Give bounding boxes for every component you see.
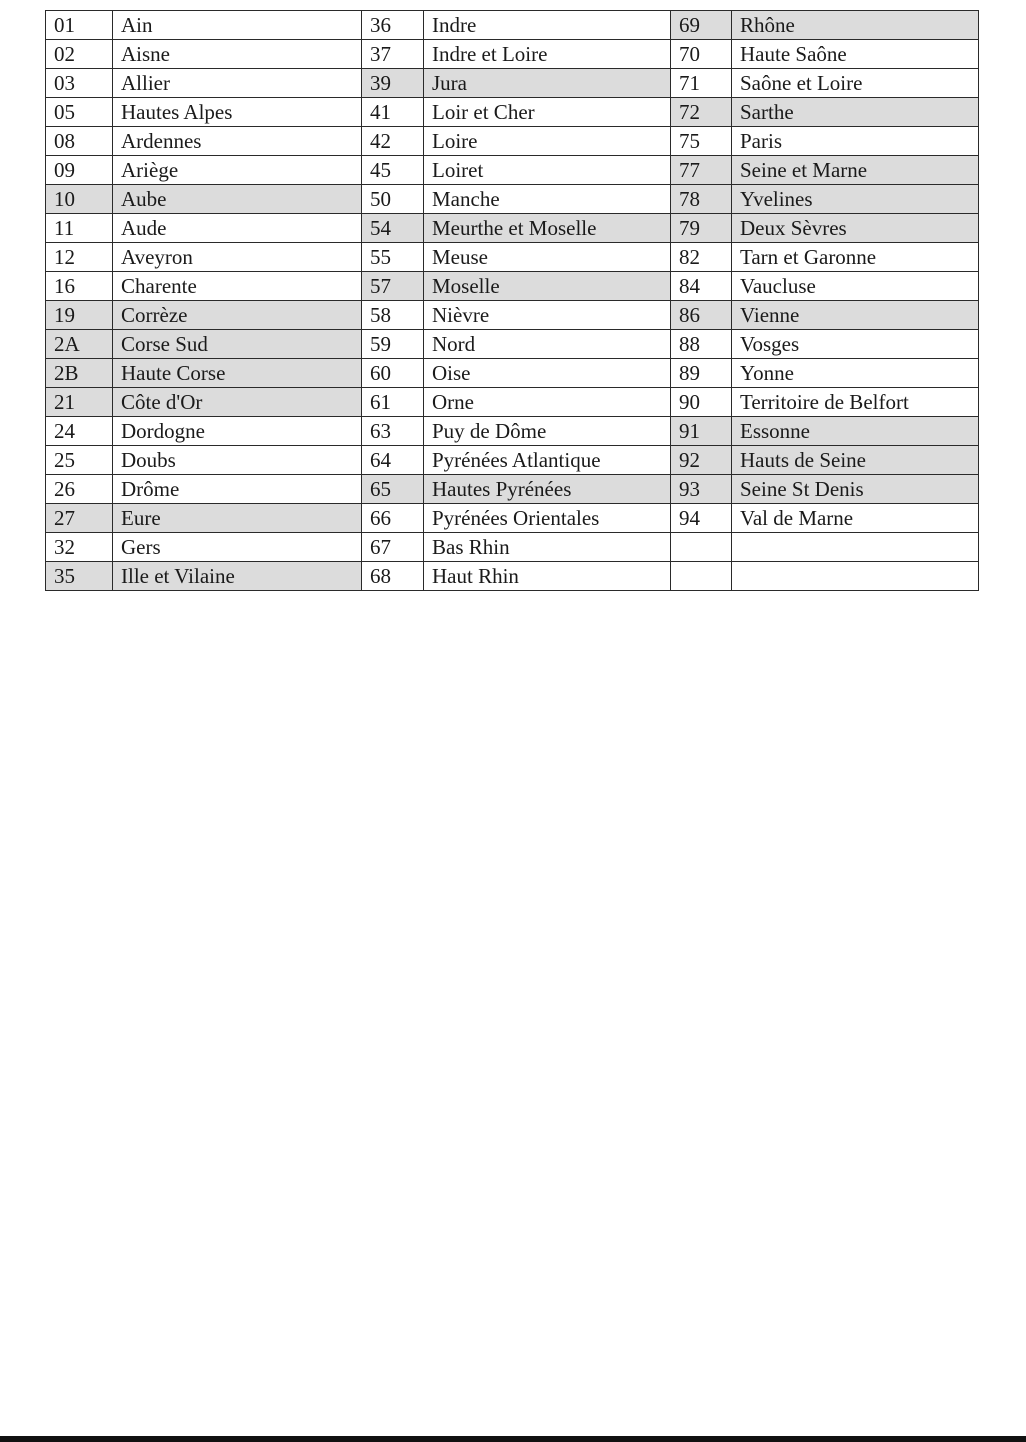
department-name-cell: Drôme [113,475,362,504]
department-name-cell: Vosges [732,330,979,359]
department-table-body [46,11,979,591]
department-name-cell: Pyrénées Atlantique [424,446,671,475]
department-table [45,10,979,591]
department-code-cell [671,562,732,591]
department-name-cell: Orne [424,388,671,417]
table-row [46,330,979,359]
department-code-cell [671,533,732,562]
department-name-cell: Sarthe [732,98,979,127]
department-code-cell: 42 [362,127,424,156]
department-code-cell: 36 [362,11,424,40]
department-code-cell: 68 [362,562,424,591]
department-name-cell: Dordogne [113,417,362,446]
department-code-cell: 65 [362,475,424,504]
department-code-cell: 55 [362,243,424,272]
department-code-cell: 82 [671,243,732,272]
table-row [46,156,979,185]
table-row [46,388,979,417]
department-name-cell: Ariège [113,156,362,185]
department-code-cell: 94 [671,504,732,533]
table-row [46,243,979,272]
department-code-cell: 92 [671,446,732,475]
department-name-cell: Gers [113,533,362,562]
department-name-cell: Charente [113,272,362,301]
department-code-cell: 11 [46,214,113,243]
department-name-cell: Ardennes [113,127,362,156]
department-name-cell: Yonne [732,359,979,388]
department-name-cell: Rhône [732,11,979,40]
department-name-cell: Hautes Pyrénées [424,475,671,504]
table-row [46,11,979,40]
department-code-cell: 89 [671,359,732,388]
department-code-cell: 50 [362,185,424,214]
department-name-cell: Aisne [113,40,362,69]
department-code-cell: 39 [362,69,424,98]
department-name-cell: Hautes Alpes [113,98,362,127]
department-name-cell: Loir et Cher [424,98,671,127]
department-code-cell: 63 [362,417,424,446]
department-code-cell: 84 [671,272,732,301]
department-name-cell: Aube [113,185,362,214]
department-name-cell: Deux Sèvres [732,214,979,243]
department-code-cell: 27 [46,504,113,533]
department-code-cell: 69 [671,11,732,40]
department-code-cell: 75 [671,127,732,156]
department-code-cell: 12 [46,243,113,272]
department-code-cell: 2B [46,359,113,388]
department-name-cell: Allier [113,69,362,98]
department-name-cell: Yvelines [732,185,979,214]
table-row [46,40,979,69]
department-code-cell: 93 [671,475,732,504]
department-name-cell: Puy de Dôme [424,417,671,446]
department-code-cell: 26 [46,475,113,504]
department-code-cell: 79 [671,214,732,243]
department-code-cell: 86 [671,301,732,330]
department-name-cell: Pyrénées Orientales [424,504,671,533]
table-row [46,272,979,301]
department-code-cell: 01 [46,11,113,40]
department-code-cell: 71 [671,69,732,98]
table-row [46,359,979,388]
department-name-cell: Ille et Vilaine [113,562,362,591]
department-code-cell: 66 [362,504,424,533]
department-name-cell: Vaucluse [732,272,979,301]
department-code-cell: 72 [671,98,732,127]
department-name-cell: Loire [424,127,671,156]
table-row [46,417,979,446]
table-row [46,98,979,127]
department-code-cell: 91 [671,417,732,446]
department-code-cell: 41 [362,98,424,127]
department-code-cell: 35 [46,562,113,591]
department-code-cell: 32 [46,533,113,562]
department-name-cell: Manche [424,185,671,214]
department-code-cell: 90 [671,388,732,417]
department-code-cell: 58 [362,301,424,330]
department-code-cell: 02 [46,40,113,69]
department-code-cell: 64 [362,446,424,475]
department-code-cell: 19 [46,301,113,330]
department-name-cell: Haute Saône [732,40,979,69]
department-name-cell: Paris [732,127,979,156]
department-name-cell: Meurthe et Moselle [424,214,671,243]
table-row [46,69,979,98]
department-code-cell: 45 [362,156,424,185]
department-name-cell: Haute Corse [113,359,362,388]
department-code-cell: 09 [46,156,113,185]
department-code-cell: 37 [362,40,424,69]
department-name-cell: Seine St Denis [732,475,979,504]
department-name-cell: Côte d'Or [113,388,362,417]
department-name-cell: Moselle [424,272,671,301]
department-code-cell: 77 [671,156,732,185]
department-name-cell: Seine et Marne [732,156,979,185]
table-row [46,504,979,533]
department-name-cell: Aude [113,214,362,243]
department-code-cell: 16 [46,272,113,301]
table-row [46,446,979,475]
department-code-cell: 03 [46,69,113,98]
department-name-cell: Ain [113,11,362,40]
department-name-cell: Oise [424,359,671,388]
department-name-cell: Meuse [424,243,671,272]
department-code-cell: 67 [362,533,424,562]
department-name-cell: Bas Rhin [424,533,671,562]
department-name-cell: Doubs [113,446,362,475]
department-code-cell: 59 [362,330,424,359]
department-name-cell: Nord [424,330,671,359]
department-code-cell: 60 [362,359,424,388]
department-name-cell: Eure [113,504,362,533]
table-row [46,533,979,562]
department-name-cell: Vienne [732,301,979,330]
department-code-cell: 24 [46,417,113,446]
table-row [46,475,979,504]
table-row [46,214,979,243]
department-name-cell: Indre et Loire [424,40,671,69]
department-code-cell: 78 [671,185,732,214]
table-row [46,185,979,214]
table-row [46,301,979,330]
department-name-cell: Tarn et Garonne [732,243,979,272]
department-code-cell: 21 [46,388,113,417]
page-bottom-rule [0,1436,1026,1442]
department-name-cell: Haut Rhin [424,562,671,591]
table-row [46,127,979,156]
department-name-cell: Indre [424,11,671,40]
department-name-cell: Nièvre [424,301,671,330]
department-code-cell: 10 [46,185,113,214]
department-name-cell: Hauts de Seine [732,446,979,475]
department-name-cell: Aveyron [113,243,362,272]
department-code-cell: 54 [362,214,424,243]
department-code-cell: 25 [46,446,113,475]
table-row [46,562,979,591]
department-name-cell: Jura [424,69,671,98]
department-code-cell: 88 [671,330,732,359]
department-code-cell: 70 [671,40,732,69]
department-code-cell: 05 [46,98,113,127]
department-name-cell [732,562,979,591]
department-name-cell: Essonne [732,417,979,446]
department-code-cell: 61 [362,388,424,417]
department-name-cell: Saône et Loire [732,69,979,98]
department-name-cell: Territoire de Belfort [732,388,979,417]
department-code-cell: 57 [362,272,424,301]
department-name-cell: Corse Sud [113,330,362,359]
department-name-cell: Corrèze [113,301,362,330]
department-code-cell: 08 [46,127,113,156]
department-name-cell: Loiret [424,156,671,185]
department-name-cell [732,533,979,562]
department-code-cell: 2A [46,330,113,359]
department-name-cell: Val de Marne [732,504,979,533]
